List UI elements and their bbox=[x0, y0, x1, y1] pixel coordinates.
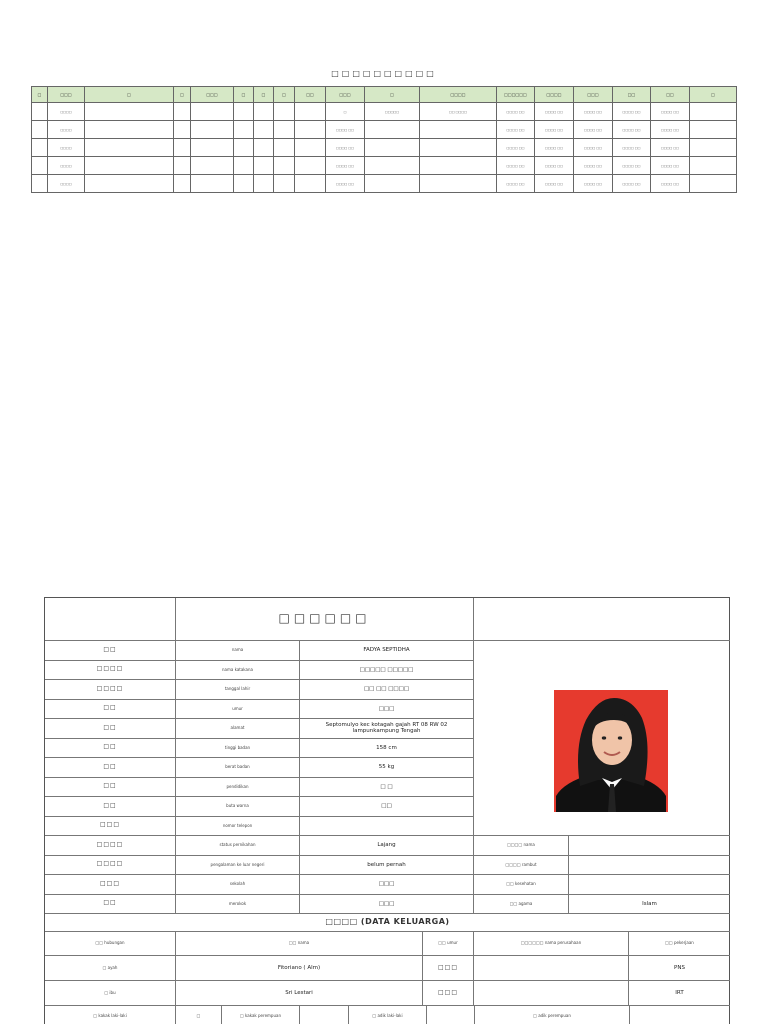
table-header-cell: □ bbox=[690, 87, 737, 103]
field-value-right bbox=[569, 856, 730, 876]
field-label-right: □□ kesehatan bbox=[474, 875, 569, 895]
table-cell bbox=[174, 175, 191, 193]
table-cell: □□□□ □□ bbox=[574, 139, 613, 157]
table-header-cell: □□□ bbox=[574, 87, 613, 103]
table-cell: □□□□ □□ bbox=[326, 121, 365, 139]
table-cell: □□□□ □□ bbox=[535, 121, 574, 139]
table-header-cell: □ bbox=[85, 87, 174, 103]
table-cell bbox=[420, 157, 497, 175]
family-name: Fitoriano ( Alm) bbox=[176, 956, 423, 981]
table-cell bbox=[295, 103, 326, 121]
field-label: sekolah bbox=[176, 875, 300, 895]
table-cell bbox=[274, 121, 295, 139]
table-cell bbox=[32, 139, 48, 157]
field-label: merokok bbox=[176, 895, 300, 915]
field-label: status pernikahan bbox=[176, 836, 300, 856]
table-cell bbox=[32, 121, 48, 139]
field-label-right: □□□□ rambut bbox=[474, 856, 569, 876]
table-cell bbox=[85, 103, 174, 121]
table-cell: □□□□ □□ bbox=[613, 103, 651, 121]
family-footer-cell: □ adik laki-laki bbox=[349, 1006, 427, 1024]
field-label-cn: □□ bbox=[45, 641, 176, 661]
summary-table bbox=[31, 86, 737, 193]
table-cell bbox=[234, 175, 254, 193]
table-cell bbox=[295, 139, 326, 157]
table-cell bbox=[85, 139, 174, 157]
field-label-cn: □□□□ bbox=[45, 856, 176, 876]
table-cell bbox=[365, 175, 420, 193]
table-cell: □□□□ □□ bbox=[574, 121, 613, 139]
family-name: Sri Lestari bbox=[176, 981, 423, 1006]
field-value-right bbox=[569, 875, 730, 895]
field-label-cn: □□ bbox=[45, 700, 176, 720]
table-header-cell: □□ bbox=[295, 87, 326, 103]
top-table-title: □□□□□□□□□□ bbox=[331, 69, 437, 78]
table-cell bbox=[295, 121, 326, 139]
family-relation: □ ibu bbox=[45, 981, 176, 1006]
table-row bbox=[32, 121, 737, 139]
field-label: pengalaman ke luar negeri bbox=[176, 856, 300, 876]
field-label: nama bbox=[176, 641, 300, 661]
table-cell: □□□□ □□ bbox=[613, 157, 651, 175]
table-cell: □□□□ □□ bbox=[497, 157, 535, 175]
table-cell bbox=[420, 139, 497, 157]
table-cell bbox=[191, 103, 234, 121]
biodata-form bbox=[44, 597, 730, 1024]
family-header-name: □□ nama bbox=[176, 932, 423, 956]
table-cell bbox=[690, 139, 737, 157]
field-label-cn: □□ bbox=[45, 739, 176, 759]
table-cell bbox=[690, 157, 737, 175]
table-cell bbox=[191, 175, 234, 193]
field-label-cn: □□□ bbox=[45, 875, 176, 895]
table-cell bbox=[234, 157, 254, 175]
field-label-cn: □□ bbox=[45, 895, 176, 915]
field-label-cn: □□□ bbox=[45, 817, 176, 837]
table-header-cell: □□□ bbox=[48, 87, 85, 103]
family-header-relation: □□ hubungan bbox=[45, 932, 176, 956]
table-cell bbox=[365, 121, 420, 139]
table-cell bbox=[174, 157, 191, 175]
table-header-cell: □ bbox=[274, 87, 295, 103]
family-footer-cell: □ kakak laki-laki bbox=[45, 1006, 176, 1024]
field-value: □ □ bbox=[300, 778, 474, 798]
field-label: nomor telepon bbox=[176, 817, 300, 837]
field-label: buta warna bbox=[176, 797, 300, 817]
table-header-cell: □ bbox=[234, 87, 254, 103]
table-header-cell: □□□ bbox=[326, 87, 365, 103]
table-cell: □□□□ □□ bbox=[535, 175, 574, 193]
field-label-cn: □□□□ bbox=[45, 836, 176, 856]
table-cell: □□□□□ bbox=[365, 103, 420, 121]
family-footer-cell: □ kakak perempuan bbox=[222, 1006, 300, 1024]
table-cell bbox=[32, 157, 48, 175]
table-cell: □□□□ □□ bbox=[497, 121, 535, 139]
field-label: tinggi badan bbox=[176, 739, 300, 759]
family-job: PNS bbox=[629, 956, 730, 981]
field-value: FADYA SEPTIDHA bbox=[300, 641, 474, 661]
field-value: 55 kg bbox=[300, 758, 474, 778]
family-header-job: □□ pekerjaan bbox=[629, 932, 730, 956]
table-cell bbox=[274, 157, 295, 175]
table-header-cell: □□ bbox=[613, 87, 651, 103]
table-cell bbox=[234, 103, 254, 121]
field-label-cn: □□ bbox=[45, 758, 176, 778]
field-value bbox=[300, 817, 474, 837]
field-label-cn: □□□□ bbox=[45, 680, 176, 700]
table-header-cell: □□ bbox=[651, 87, 690, 103]
table-cell: □□□□ □□ bbox=[651, 103, 690, 121]
field-label-cn: □□ bbox=[45, 797, 176, 817]
family-company bbox=[474, 981, 629, 1006]
table-cell bbox=[274, 103, 295, 121]
table-cell bbox=[191, 139, 234, 157]
form-title-cell bbox=[176, 598, 474, 641]
table-cell: □□□□ □□ bbox=[574, 157, 613, 175]
table-row bbox=[32, 139, 737, 157]
field-value: □□□ bbox=[300, 895, 474, 915]
field-label: pendidikan bbox=[176, 778, 300, 798]
family-footer-cell bbox=[427, 1006, 475, 1024]
table-cell: □□□□ bbox=[48, 139, 85, 157]
table-cell bbox=[85, 121, 174, 139]
table-cell bbox=[234, 121, 254, 139]
family-footer-cell bbox=[300, 1006, 349, 1024]
table-cell: □□□□ bbox=[48, 121, 85, 139]
table-cell bbox=[274, 175, 295, 193]
family-section-title: □□□□ (DATA KELUARGA) bbox=[325, 917, 450, 927]
family-company bbox=[474, 956, 629, 981]
table-cell bbox=[32, 175, 48, 193]
field-value: □□ bbox=[300, 797, 474, 817]
family-age: □□□ bbox=[423, 956, 474, 981]
family-age: □□□ bbox=[423, 981, 474, 1006]
table-row bbox=[32, 175, 737, 193]
table-cell: □□□□ □□ bbox=[497, 103, 535, 121]
table-cell: □ bbox=[326, 103, 365, 121]
table-cell bbox=[295, 157, 326, 175]
field-value: □□□□□ □□□□□ bbox=[300, 661, 474, 681]
table-header-cell: □□□ bbox=[191, 87, 234, 103]
family-header-company: □□□□□□ nama perusahaan bbox=[474, 932, 629, 956]
table-cell: □□□□ □□ bbox=[535, 103, 574, 121]
table-cell bbox=[174, 139, 191, 157]
table-cell: □□□□ □□ bbox=[497, 175, 535, 193]
field-value: □□□ bbox=[300, 875, 474, 895]
table-cell: □□□□ □□ bbox=[613, 121, 651, 139]
table-cell: □□□□ bbox=[48, 157, 85, 175]
family-relation: □ ayah bbox=[45, 956, 176, 981]
field-value: belum pernah bbox=[300, 856, 474, 876]
table-cell: □□ □□□□ bbox=[420, 103, 497, 121]
table-cell bbox=[191, 121, 234, 139]
table-cell: □□□□ □□ bbox=[535, 157, 574, 175]
table-cell bbox=[254, 103, 274, 121]
table-cell bbox=[274, 139, 295, 157]
table-cell bbox=[295, 175, 326, 193]
table-cell bbox=[690, 121, 737, 139]
table-header-cell: □□□□ bbox=[535, 87, 574, 103]
table-row bbox=[32, 103, 737, 121]
table-cell: □□□□ □□ bbox=[535, 139, 574, 157]
table-cell bbox=[690, 103, 737, 121]
table-header-cell: □ bbox=[365, 87, 420, 103]
table-header-cell: □ bbox=[254, 87, 274, 103]
family-footer-cell: □ adik perempuan bbox=[475, 1006, 630, 1024]
table-header-cell: □□□□ bbox=[420, 87, 497, 103]
table-cell: □□□□ □□ bbox=[497, 139, 535, 157]
portrait-image bbox=[554, 690, 668, 812]
form-title: □□□□□□ bbox=[278, 611, 371, 626]
table-cell bbox=[85, 157, 174, 175]
field-label: umur bbox=[176, 700, 300, 720]
table-cell bbox=[32, 103, 48, 121]
field-value: Septomulyo kec kotagah gajah RT 08 RW 02 lampunkampung Tengah bbox=[300, 719, 474, 739]
table-header-cell: □ bbox=[32, 87, 48, 103]
field-value-right: Islam bbox=[569, 895, 730, 915]
family-footer-cell: □ bbox=[176, 1006, 222, 1024]
table-cell: □□□□ □□ bbox=[651, 175, 690, 193]
table-cell bbox=[690, 175, 737, 193]
field-label-cn: □□ bbox=[45, 778, 176, 798]
table-cell bbox=[254, 157, 274, 175]
table-cell: □□□□ □□ bbox=[326, 139, 365, 157]
table-cell: □□□□ □□ bbox=[326, 157, 365, 175]
table-cell bbox=[365, 157, 420, 175]
table-cell: □□□□ □□ bbox=[651, 139, 690, 157]
table-cell: □□□□ bbox=[48, 175, 85, 193]
table-cell bbox=[420, 121, 497, 139]
table-cell bbox=[234, 139, 254, 157]
applicant-photo bbox=[554, 690, 668, 812]
form-header-right bbox=[474, 598, 730, 641]
field-label: berat badan bbox=[176, 758, 300, 778]
field-label-right: □□□□ nama bbox=[474, 836, 569, 856]
table-header-row bbox=[32, 87, 737, 103]
table-cell: □□□□ □□ bbox=[574, 175, 613, 193]
family-section-header bbox=[45, 914, 730, 932]
table-cell bbox=[254, 121, 274, 139]
field-value-right bbox=[569, 836, 730, 856]
family-header-age: □□ umur bbox=[423, 932, 474, 956]
field-value: Lajang bbox=[300, 836, 474, 856]
table-cell: □□□□ □□ bbox=[651, 121, 690, 139]
table-cell: □□□□ □□ bbox=[613, 139, 651, 157]
table-cell bbox=[365, 139, 420, 157]
table-cell bbox=[254, 139, 274, 157]
table-cell bbox=[420, 175, 497, 193]
field-label: alamat bbox=[176, 719, 300, 739]
table-cell bbox=[174, 121, 191, 139]
field-value: □□ □□ □□□□ bbox=[300, 680, 474, 700]
table-header-cell: □□□□□□ bbox=[497, 87, 535, 103]
family-footer-cell bbox=[630, 1006, 730, 1024]
table-cell bbox=[254, 175, 274, 193]
field-value: □□□ bbox=[300, 700, 474, 720]
field-label: nama katakana bbox=[176, 661, 300, 681]
field-label: tanggal lahir bbox=[176, 680, 300, 700]
family-job: IRT bbox=[629, 981, 730, 1006]
table-cell bbox=[85, 175, 174, 193]
table-header-cell: □ bbox=[174, 87, 191, 103]
table-cell: □□□□ □□ bbox=[613, 175, 651, 193]
table-cell bbox=[174, 103, 191, 121]
table-cell: □□□□ bbox=[48, 103, 85, 121]
field-label-cn: □□□□ bbox=[45, 661, 176, 681]
field-label-right: □□ agama bbox=[474, 895, 569, 915]
table-cell: □□□□ □□ bbox=[326, 175, 365, 193]
field-value: 158 cm bbox=[300, 739, 474, 759]
table-cell: □□□□ □□ bbox=[574, 103, 613, 121]
field-label-cn: □□ bbox=[45, 719, 176, 739]
form-corner-cell bbox=[45, 598, 176, 641]
table-cell: □□□□ □□ bbox=[651, 157, 690, 175]
table-cell bbox=[191, 157, 234, 175]
table-row bbox=[32, 157, 737, 175]
